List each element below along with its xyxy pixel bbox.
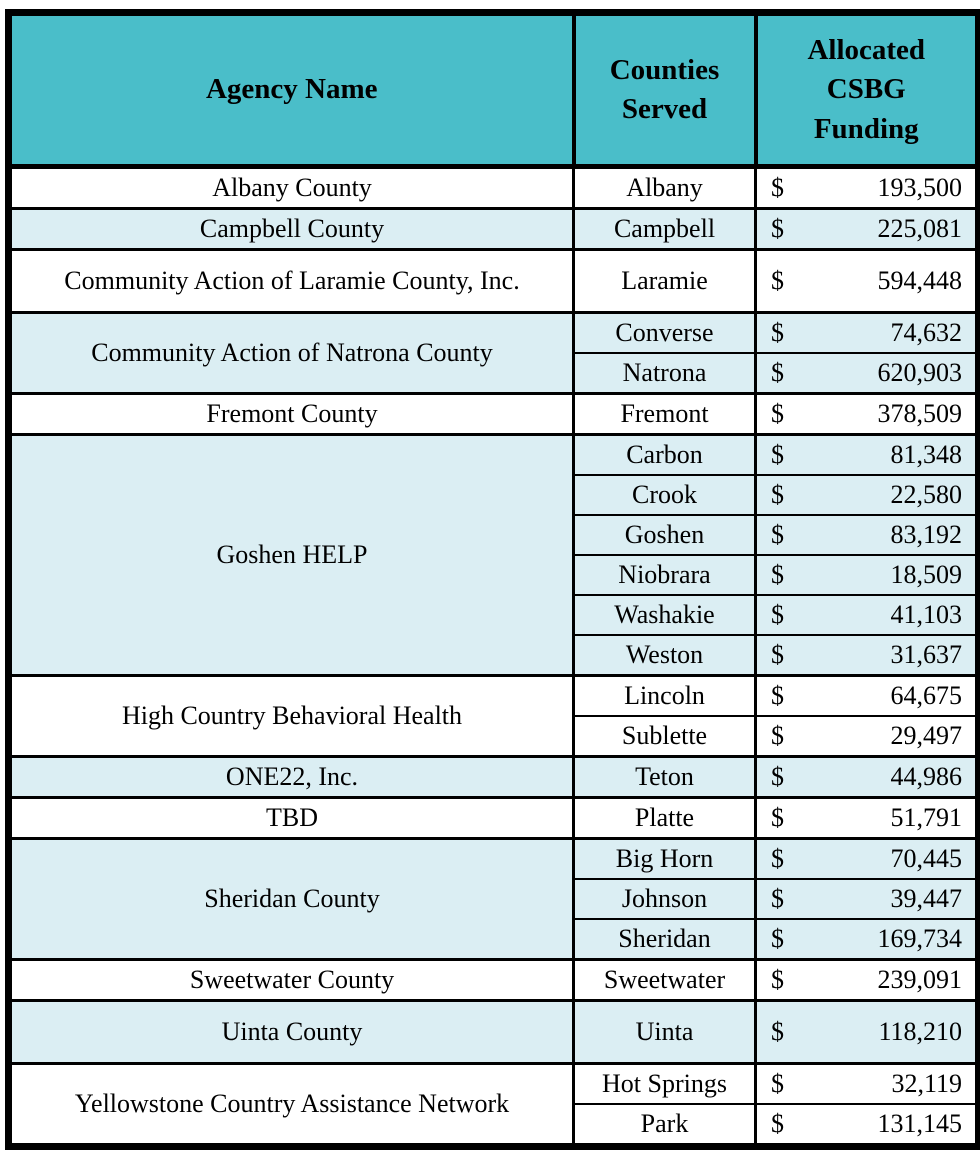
funding-amount: 70,445 (890, 844, 962, 873)
agency-cell: Community Action of Natrona County (9, 313, 574, 394)
funding-cell (756, 595, 979, 635)
funding-amount: 225,081 (877, 214, 962, 243)
table-row (9, 209, 979, 250)
funding-cell (756, 716, 979, 757)
currency-symbol: $ (771, 399, 784, 428)
county-cell: Sheridan (574, 919, 756, 960)
funding-cell (756, 209, 979, 250)
funding-cell (756, 394, 979, 435)
funding-cell (756, 353, 979, 394)
county-cell: Carbon (574, 435, 756, 476)
currency-symbol: $ (771, 560, 784, 589)
funding-cell (756, 757, 979, 798)
funding-amount: 44,986 (890, 762, 962, 791)
funding-amount: 32,119 (891, 1069, 962, 1098)
table-row (9, 757, 979, 798)
agency-cell: Fremont County (9, 394, 574, 435)
currency-symbol: $ (771, 844, 784, 873)
currency-symbol: $ (771, 520, 784, 549)
county-cell: Sublette (574, 716, 756, 757)
county-cell: Big Horn (574, 839, 756, 880)
county-cell: Natrona (574, 353, 756, 394)
table-row (9, 394, 979, 435)
funding-amount: 51,791 (890, 803, 962, 832)
funding-cell (756, 879, 979, 919)
currency-symbol: $ (771, 924, 784, 953)
col-header-counties-served: Counties Served (574, 13, 756, 167)
currency-symbol: $ (771, 440, 784, 469)
funding-amount: 83,192 (890, 520, 962, 549)
agency-cell: Community Action of Laramie County, Inc. (9, 250, 574, 313)
county-cell: Hot Springs (574, 1064, 756, 1105)
agency-cell: Uinta County (9, 1001, 574, 1064)
funding-cell (756, 798, 979, 839)
county-cell: Washakie (574, 595, 756, 635)
agency-cell: High Country Behavioral Health (9, 676, 574, 757)
agency-cell: Goshen HELP (9, 435, 574, 676)
currency-symbol: $ (771, 681, 784, 710)
funding-amount: 594,448 (877, 266, 962, 295)
county-cell: Niobrara (574, 555, 756, 595)
currency-symbol: $ (771, 600, 784, 629)
currency-symbol: $ (771, 803, 784, 832)
funding-amount: 118,210 (878, 1017, 962, 1046)
currency-symbol: $ (771, 480, 784, 509)
funding-amount: 378,509 (877, 399, 962, 428)
agency-cell: TBD (9, 798, 574, 839)
agency-cell: Campbell County (9, 209, 574, 250)
currency-symbol: $ (771, 173, 784, 202)
county-cell: Lincoln (574, 676, 756, 717)
funding-cell (756, 839, 979, 880)
table-row (9, 960, 979, 1001)
funding-cell (756, 960, 979, 1001)
table-row (9, 313, 979, 354)
table-row (9, 1001, 979, 1064)
currency-symbol: $ (771, 1109, 784, 1138)
table-row (9, 250, 979, 313)
county-cell: Platte (574, 798, 756, 839)
table-row (9, 839, 979, 880)
county-cell: Johnson (574, 879, 756, 919)
funding-cell (756, 635, 979, 676)
funding-amount: 64,675 (890, 681, 962, 710)
funding-amount: 131,145 (877, 1109, 962, 1138)
funding-amount: 29,497 (890, 721, 962, 750)
county-cell: Laramie (574, 250, 756, 313)
funding-cell (756, 1001, 979, 1064)
county-cell: Fremont (574, 394, 756, 435)
funding-amount: 74,632 (890, 318, 962, 347)
currency-symbol: $ (771, 640, 784, 669)
currency-symbol: $ (771, 358, 784, 387)
currency-symbol: $ (771, 762, 784, 791)
table-header-row (9, 13, 979, 167)
funding-amount: 22,580 (890, 480, 962, 509)
county-cell: Weston (574, 635, 756, 676)
funding-amount: 239,091 (877, 965, 962, 994)
county-cell: Goshen (574, 515, 756, 555)
funding-amount: 39,447 (890, 884, 962, 913)
funding-cell (756, 313, 979, 354)
currency-symbol: $ (771, 266, 784, 295)
currency-symbol: $ (771, 1069, 784, 1098)
county-cell: Crook (574, 475, 756, 515)
table-row (9, 435, 979, 476)
currency-symbol: $ (771, 965, 784, 994)
table-row (9, 798, 979, 839)
funding-cell (756, 515, 979, 555)
csbg-funding-table (5, 9, 980, 1150)
currency-symbol: $ (771, 318, 784, 347)
funding-amount: 169,734 (877, 924, 962, 953)
table-body (9, 167, 979, 1147)
county-cell: Uinta (574, 1001, 756, 1064)
funding-amount: 31,637 (890, 640, 962, 669)
agency-cell: Albany County (9, 167, 574, 209)
funding-amount: 18,509 (890, 560, 962, 589)
currency-symbol: $ (771, 721, 784, 750)
funding-cell (756, 167, 979, 209)
funding-amount: 193,500 (877, 173, 962, 202)
county-cell: Sweetwater (574, 960, 756, 1001)
col-header-agency-name: Agency Name (9, 13, 574, 167)
table-row (9, 676, 979, 717)
agency-cell: ONE22, Inc. (9, 757, 574, 798)
agency-cell: Sweetwater County (9, 960, 574, 1001)
county-cell: Teton (574, 757, 756, 798)
funding-amount: 41,103 (890, 600, 962, 629)
funding-cell (756, 676, 979, 717)
funding-cell (756, 1104, 979, 1147)
funding-cell (756, 555, 979, 595)
currency-symbol: $ (771, 1017, 784, 1046)
table-row (9, 1064, 979, 1105)
county-cell: Park (574, 1104, 756, 1147)
funding-cell (756, 475, 979, 515)
funding-cell (756, 435, 979, 476)
county-cell: Converse (574, 313, 756, 354)
currency-symbol: $ (771, 214, 784, 243)
col-header-allocated-csbg-funding: Allocated CSBG Funding (756, 13, 979, 167)
agency-cell: Sheridan County (9, 839, 574, 960)
county-cell: Albany (574, 167, 756, 209)
agency-cell: Yellowstone Country Assistance Network (9, 1064, 574, 1147)
funding-cell (756, 919, 979, 960)
county-cell: Campbell (574, 209, 756, 250)
funding-amount: 620,903 (877, 358, 962, 387)
funding-amount: 81,348 (890, 440, 962, 469)
table-row (9, 167, 979, 209)
currency-symbol: $ (771, 884, 784, 913)
funding-cell (756, 1064, 979, 1105)
funding-cell (756, 250, 979, 313)
